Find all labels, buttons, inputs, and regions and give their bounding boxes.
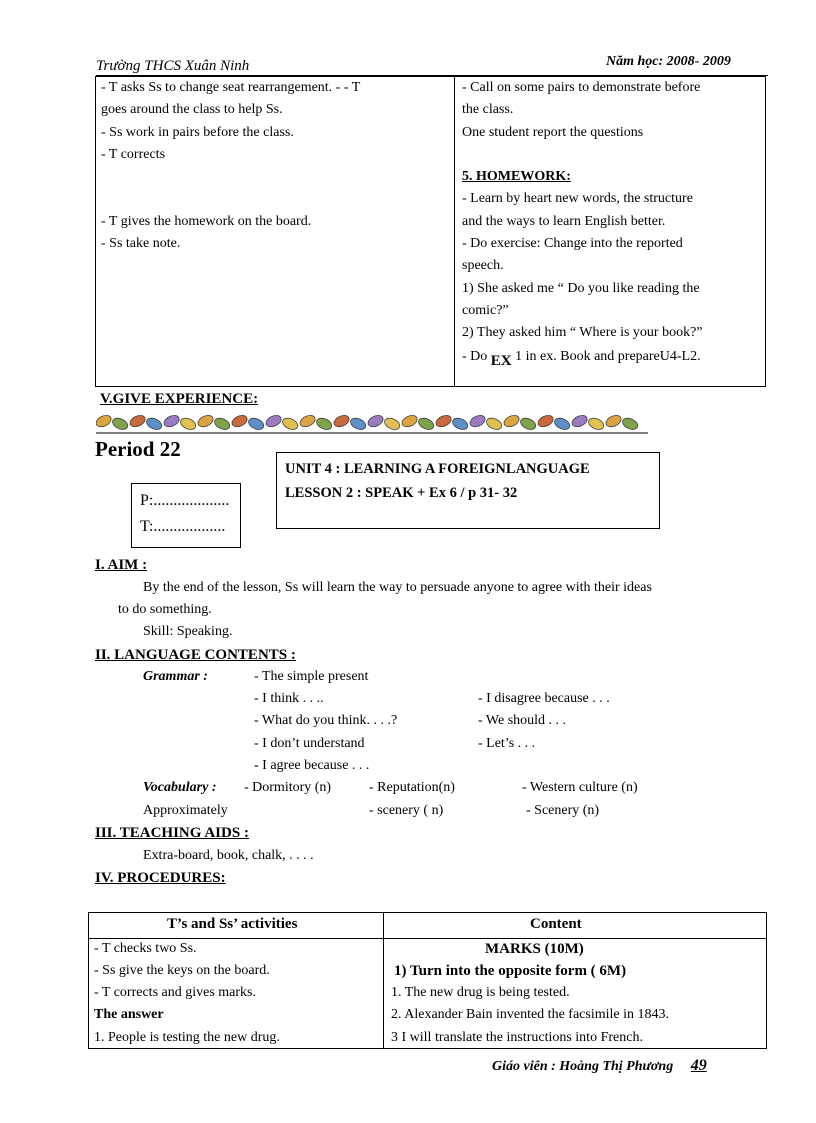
period-title: Period 22: [95, 437, 181, 461]
grammar-label: Grammar :: [143, 669, 208, 684]
content-line: speech.: [462, 258, 504, 274]
leaf-ornament: [145, 416, 164, 432]
activities-table-top: [95, 76, 766, 387]
content-line: comic?”: [462, 302, 509, 318]
school-name: Trường THCS Xuân Ninh: [96, 58, 250, 74]
aim-text: By the end of the lesson, Ss will learn the way to persuade anyone to agree with their ideas: [143, 580, 652, 595]
activity-line: - Ss give the keys on the board.: [94, 963, 270, 978]
unit-title: UNIT 4 : LEARNING A FOREIGNLANGUAGE: [285, 461, 590, 477]
language-contents-heading: II. LANGUAGE CONTENTS :: [95, 647, 296, 663]
content-line: 1. The new drug is being tested.: [391, 985, 570, 1000]
content-text: - Do: [462, 348, 491, 364]
leaf-ornament: [179, 416, 198, 432]
leaf-ornament: [247, 416, 266, 432]
content-line: 2) They asked him “ Where is your book?”: [462, 325, 703, 341]
leaf-border-pattern: [96, 413, 640, 432]
vocabulary-item: - Western culture (n): [522, 780, 638, 795]
content-cell: [462, 77, 757, 368]
answer-line: 1. People is testing the new drug.: [94, 1030, 280, 1045]
leaf-ornament: [366, 413, 385, 429]
activity-line: - T gives the homework on the board.: [101, 213, 312, 229]
grammar-item: - I think . . ..: [254, 691, 324, 706]
column-header-content: Content: [530, 916, 582, 932]
answer-label: The answer: [94, 1007, 164, 1022]
leaf-ornament: [128, 413, 147, 429]
header-divider: [89, 938, 766, 939]
unit-lesson-box: [276, 452, 660, 529]
leaf-ornament: [519, 416, 538, 432]
leaf-ornament: [213, 416, 232, 432]
vocabulary-item: - Reputation(n): [369, 780, 455, 795]
content-line: - Learn by heart new words, the structure: [462, 191, 693, 207]
task-heading: 1) Turn into the opposite form ( 6M): [394, 963, 627, 979]
content-line: [462, 144, 757, 166]
leaf-ornament: [349, 416, 368, 432]
vocabulary-item: - Scenery (n): [526, 803, 600, 818]
leaf-border: [96, 412, 648, 434]
content-line: One student report the questions: [462, 124, 644, 140]
column-header-activities: T’s and Ss’ activities: [167, 916, 298, 932]
vocabulary-label: Vocabulary :: [143, 780, 217, 795]
content-line: 2. Alexander Bain invented the facsimile in 1843.: [391, 1007, 669, 1022]
teaching-date: T:..................: [140, 518, 226, 535]
content-line: 3 I will translate the instructions into French.: [391, 1030, 643, 1045]
aim-heading: I. AIM :: [95, 557, 148, 573]
activity-line: - T corrects and gives marks.: [94, 985, 256, 1000]
grammar-item: - Let’s . . .: [478, 736, 536, 751]
planning-teaching-date-box: [131, 483, 241, 548]
grammar-item: - We should . . .: [478, 713, 567, 728]
content-line: and the ways to learn English better.: [462, 213, 666, 229]
leaf-ornament: [604, 413, 623, 429]
leaf-ornament: [332, 413, 351, 429]
leaf-ornament: [315, 416, 334, 432]
leaf-ornament: [96, 413, 113, 429]
teacher-name: Giáo viên : Hoàng Thị Phương: [492, 1059, 674, 1074]
leaf-ornament: [553, 416, 572, 432]
content-text: 1 in ex. Book and prepareU4-L2.: [511, 348, 701, 364]
leaf-ornament: [417, 416, 436, 432]
leaf-ornament: [536, 413, 555, 429]
planning-date: P:...................: [140, 492, 230, 509]
activity-line: goes around the class to help Ss.: [101, 102, 283, 118]
activity-line: - T corrects: [101, 146, 166, 162]
content-line: - Do exercise: Change into the reported: [462, 236, 683, 252]
leaf-ornament: [400, 413, 419, 429]
marks-heading: MARKS (10M): [485, 941, 584, 957]
vocabulary-item: - scenery ( n): [369, 803, 444, 818]
aim-text-continued: to do something.: [118, 602, 212, 617]
activity-line: - T asks Ss to change seat rearrangement. - - T: [101, 80, 361, 95]
grammar-item: - I don’t understand: [254, 736, 365, 751]
leaf-ornament: [111, 416, 130, 432]
leaf-ornament: [451, 416, 470, 432]
leaf-ornament: [264, 413, 283, 429]
activity-line: - Ss work in pairs before the class.: [101, 124, 294, 140]
leaf-ornament: [502, 413, 521, 429]
give-experience-heading: V.GIVE EXPERIENCE:: [100, 391, 259, 407]
content-line: the class.: [462, 102, 514, 118]
grammar-item: - I disagree because . . .: [478, 691, 610, 706]
homework-title: 5. HOMEWORK:: [462, 169, 571, 185]
leaf-ornament: [570, 413, 589, 429]
content-line: 1) She asked me “ Do you like reading the: [462, 280, 700, 296]
vocabulary-item: Approximately: [143, 803, 228, 818]
leaf-ornament: [485, 416, 504, 432]
school-year: Năm học: 2008- 2009: [606, 54, 731, 69]
leaf-ornament: [434, 413, 453, 429]
procedures-heading: IV. PROCEDURES:: [95, 870, 226, 886]
leaf-ornament: [230, 413, 249, 429]
leaf-ornament: [162, 413, 181, 429]
grammar-item: - I agree because . . .: [254, 758, 370, 773]
grammar-item: - The simple present: [254, 669, 369, 684]
leaf-ornament: [587, 416, 606, 432]
leaf-ornament: [298, 413, 317, 429]
leaf-ornament: [621, 416, 640, 432]
exercise-subscript: EX: [490, 352, 512, 369]
lesson-title: LESSON 2 : SPEAK + Ex 6 / p 31- 32: [285, 485, 518, 501]
column-divider: [383, 913, 384, 1048]
footer: [492, 1057, 707, 1075]
activity-line: [101, 188, 446, 210]
teaching-aids-text: Extra-board, book, chalk, . . . .: [143, 848, 314, 863]
procedures-table: [88, 912, 767, 1049]
skill-text: Skill: Speaking.: [143, 624, 233, 639]
activity-line: - Ss take note.: [101, 236, 181, 252]
grammar-item: - What do you think. . . .?: [254, 713, 398, 728]
leaf-ornament: [468, 413, 487, 429]
content-line: - Call on some pairs to demonstrate before: [462, 80, 701, 95]
leaf-ornament: [281, 416, 300, 432]
column-divider: [454, 77, 455, 386]
activity-line: - T checks two Ss.: [94, 941, 197, 956]
vocabulary-item: - Dormitory (n): [244, 780, 332, 795]
content-line: [462, 345, 757, 368]
teacher-activities-cell: [101, 77, 446, 255]
activity-line: [101, 166, 446, 188]
leaf-ornament: [196, 413, 215, 429]
teaching-aids-heading: III. TEACHING AIDS :: [95, 825, 249, 841]
page-number: 49: [690, 1057, 707, 1074]
leaf-ornament: [383, 416, 402, 432]
